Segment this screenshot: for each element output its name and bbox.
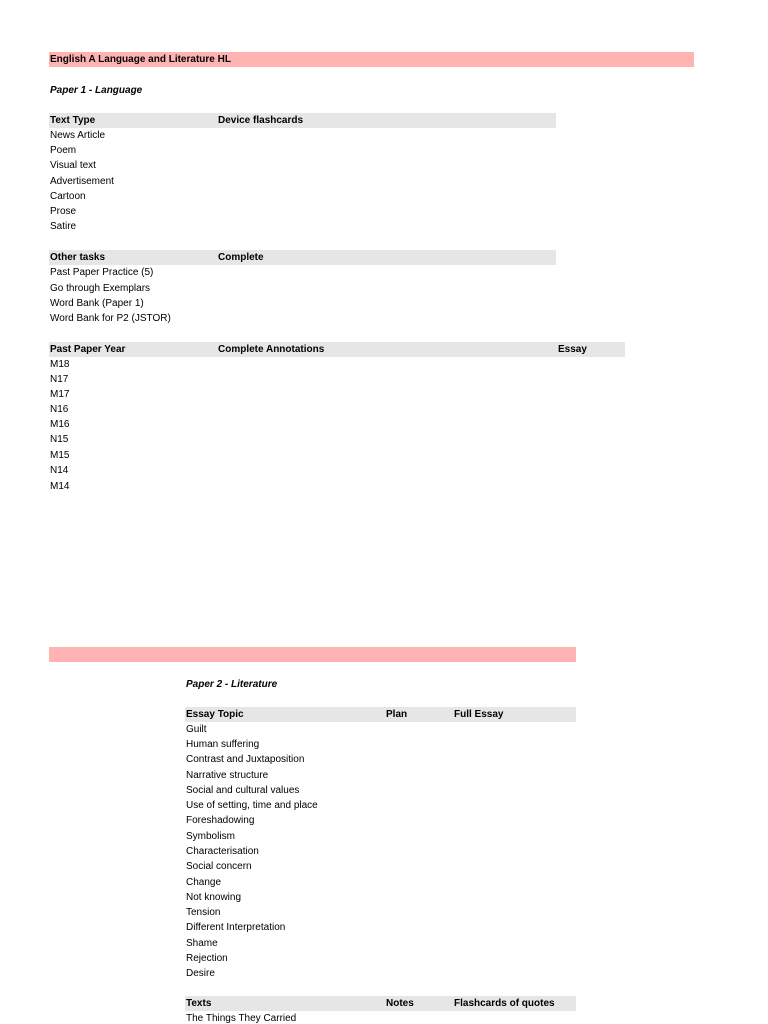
column-header-other-tasks: Other tasks xyxy=(50,252,106,263)
list-item: Past Paper Practice (5) xyxy=(50,267,154,278)
list-item: M15 xyxy=(50,450,70,461)
column-header-text-type: Text Type xyxy=(50,115,96,126)
list-item: Shame xyxy=(186,938,218,949)
list-item: Not knowing xyxy=(186,892,242,903)
list-item: Cartoon xyxy=(50,191,86,202)
list-item: M18 xyxy=(50,359,70,370)
list-item: Narrative structure xyxy=(186,770,269,781)
column-header-notes: Notes xyxy=(386,998,414,1009)
list-item: M14 xyxy=(50,481,70,492)
list-item: Use of setting, time and place xyxy=(186,800,318,811)
list-item: Go through Exemplars xyxy=(50,283,151,294)
list-item: Contrast and Juxtaposition xyxy=(186,754,305,765)
list-item: Desire xyxy=(186,968,215,979)
list-item: Satire xyxy=(50,221,77,232)
list-item: Prose xyxy=(50,206,77,217)
past-paper-header xyxy=(50,342,620,357)
list-item: The Things They Carried xyxy=(186,1013,297,1024)
list-item: M16 xyxy=(50,419,70,430)
list-item: Visual text xyxy=(50,160,96,171)
list-item: Foreshadowing xyxy=(186,815,255,826)
column-header-essay-topic: Essay Topic xyxy=(186,709,244,720)
list-item: Poem xyxy=(50,145,77,156)
essay-topic-header xyxy=(186,707,574,722)
list-item: Social and cultural values xyxy=(186,785,300,796)
column-header-plan: Plan xyxy=(386,709,408,720)
other-tasks-header xyxy=(50,250,550,265)
list-item: Change xyxy=(186,877,222,888)
column-header-essay: Essay xyxy=(558,344,587,355)
list-item: N16 xyxy=(50,404,69,415)
column-header-flashcards-of-quotes: Flashcards of quotes xyxy=(454,998,555,1009)
list-item: Word Bank for P2 (JSTOR) xyxy=(50,313,171,324)
texts-header xyxy=(186,996,574,1011)
list-item: Tension xyxy=(186,907,221,918)
text-type-header xyxy=(50,113,550,128)
paper1-heading: Paper 1 - Language xyxy=(50,85,143,96)
list-item: Characterisation xyxy=(186,846,259,857)
paper2-heading: Paper 2 - Literature xyxy=(186,679,278,690)
list-item: Rejection xyxy=(186,953,228,964)
column-header-past-paper-year: Past Paper Year xyxy=(50,344,126,355)
list-item: Social concern xyxy=(186,861,252,872)
list-item: Guilt xyxy=(186,724,207,735)
list-item: Human suffering xyxy=(186,739,260,750)
list-item: N17 xyxy=(50,374,69,385)
list-item: News Article xyxy=(50,130,106,141)
column-header-complete-annotations: Complete Annotations xyxy=(218,344,325,355)
list-item: N15 xyxy=(50,434,69,445)
column-header-full-essay: Full Essay xyxy=(454,709,504,720)
column-header-device-flashcards: Device flashcards xyxy=(218,115,304,126)
list-item: M17 xyxy=(50,389,70,400)
section-divider-band xyxy=(49,647,576,662)
list-item: Word Bank (Paper 1) xyxy=(50,298,144,309)
column-header-complete: Complete xyxy=(218,252,264,263)
list-item: Symbolism xyxy=(186,831,235,842)
list-item: N14 xyxy=(50,465,69,476)
document-title: English A Language and Literature HL xyxy=(50,54,231,65)
column-header-texts: Texts xyxy=(186,998,212,1009)
list-item: Advertisement xyxy=(50,176,114,187)
list-item: Different Interpretation xyxy=(186,922,286,933)
